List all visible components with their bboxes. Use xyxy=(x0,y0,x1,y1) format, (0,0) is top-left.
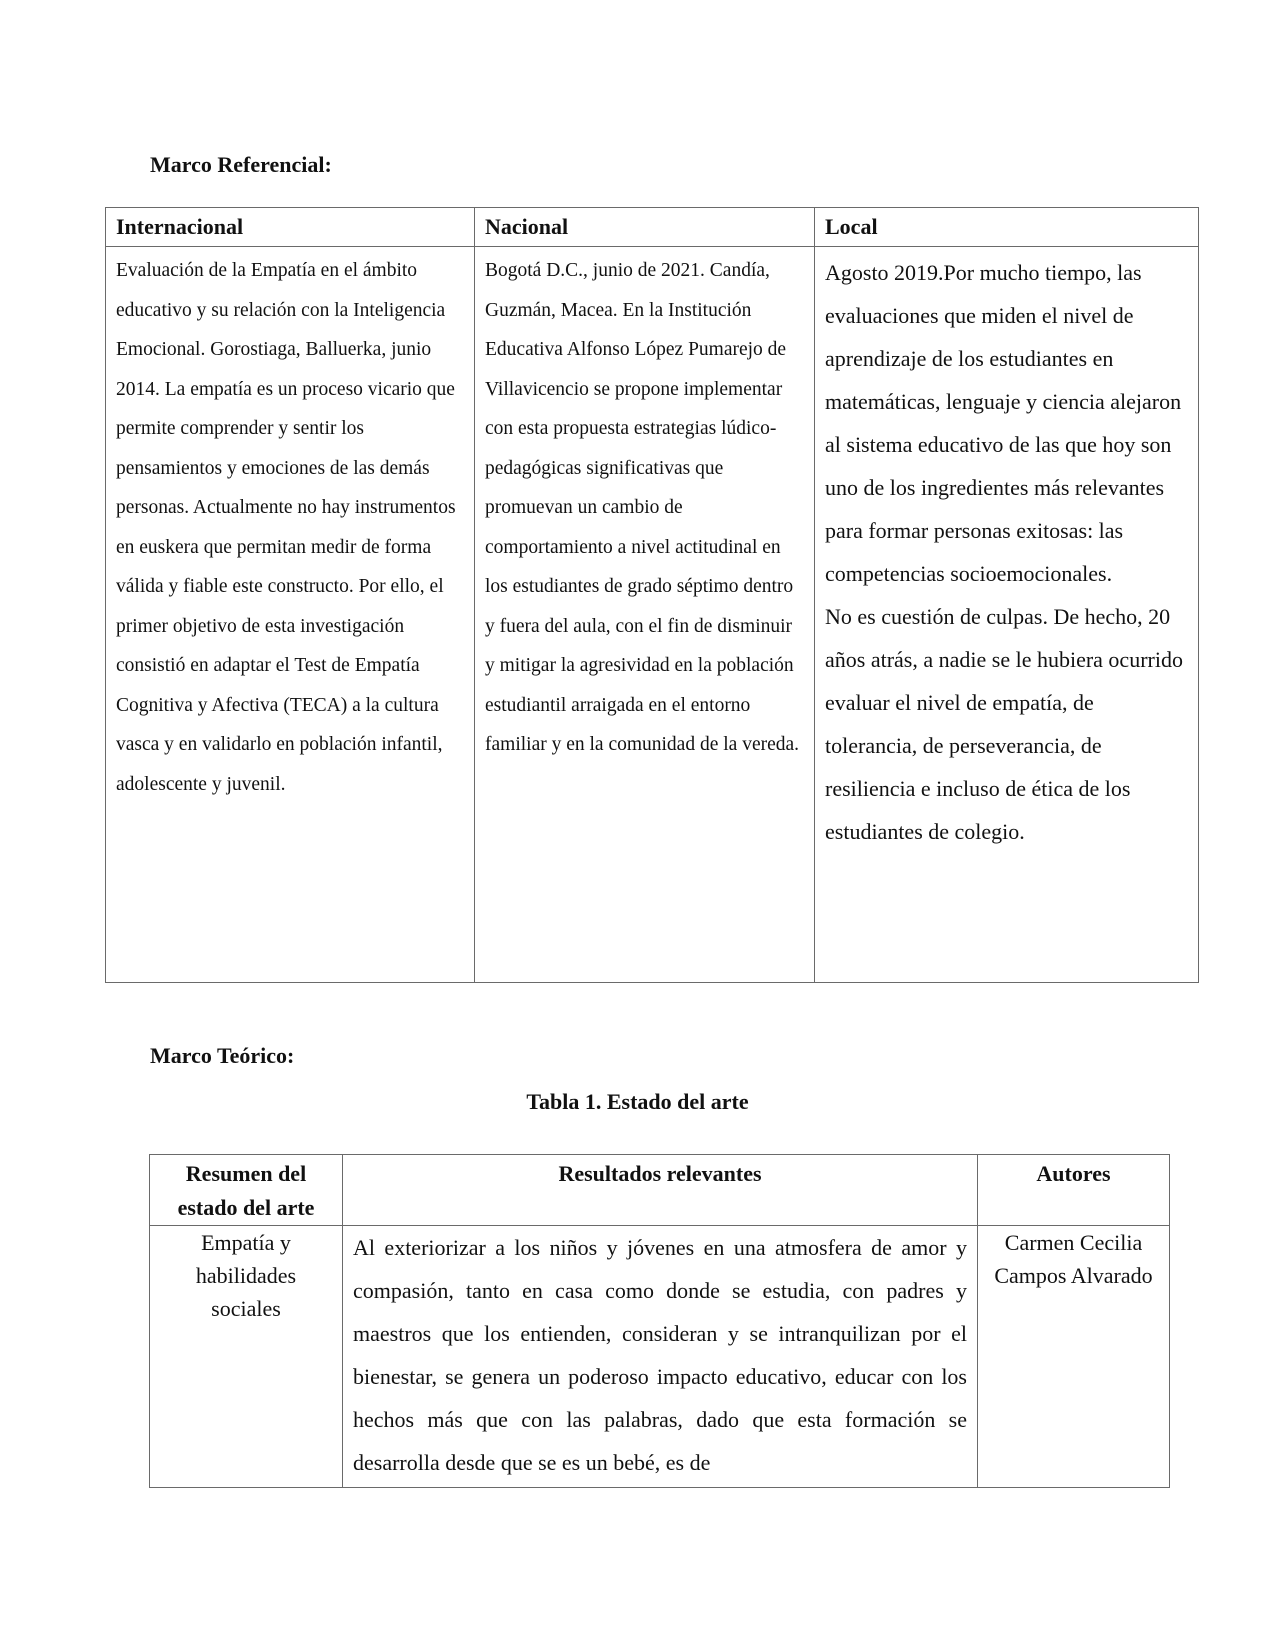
cell-resumen: Empatía y habilidades sociales xyxy=(150,1226,343,1488)
table-row xyxy=(106,247,1199,983)
header-local: Local xyxy=(815,208,1199,247)
table-row xyxy=(150,1226,1170,1488)
header-resultados: Resultados relevantes xyxy=(343,1155,978,1226)
table-header-row xyxy=(106,208,1199,247)
table-caption: Tabla 1. Estado del arte xyxy=(526,1089,749,1114)
header-resumen: Resumen del estado del arte xyxy=(150,1155,343,1226)
cell-local xyxy=(815,247,1199,983)
table-header-row xyxy=(150,1155,1170,1226)
marco-referencial-heading: Marco Referencial: xyxy=(150,152,332,177)
header-autores: Autores xyxy=(978,1155,1170,1226)
cell-resultados: Al exteriorizar a los niños y jóvenes en una atmosfera de amor y compasión, tanto en casa como donde se estudia, con padres y maestros que los entienden, consideran y se intranquilizan por el bienestar, se genera un poderoso impacto educativo, educar con los hechos más que con las palabras, dado que esta formación se desarrolla desde que se es un bebé, es de xyxy=(343,1226,978,1488)
cell-nacional: Bogotá D.C., junio de 2021. Candía, Guzmán, Macea. En la Institución Educativa Alfonso López Pumarejo de Villavicencio se propone implementar con esta propuesta estrategias lúdico-pedagógicas significativas que promuevan un cambio de comportamiento a nivel actitudinal en los estudiantes de grado séptimo dentro y fuera del aula, con el fin de disminuir y mitigar la agresividad en la población estudiantil arraigada en el entorno familiar y en la comunidad de la vereda. xyxy=(475,247,815,983)
marco-referencial-table xyxy=(105,207,1199,983)
header-nacional: Nacional xyxy=(475,208,815,247)
cell-autores: Carmen Cecilia Campos Alvarado xyxy=(978,1226,1170,1488)
marco-teorico-heading: Marco Teórico: xyxy=(150,1043,295,1068)
estado-del-arte-table xyxy=(149,1154,1170,1488)
local-paragraph-1: Agosto 2019.Por mucho tiempo, las evaluaciones que miden el nivel de aprendizaje de los estudiantes en matemáticas, lenguaje y ciencia alejaron al sistema educativo de las que hoy son uno de los ingredientes más relevantes para formar personas exitosas: las competencias socioemocionales. xyxy=(825,260,1182,586)
header-internacional: Internacional xyxy=(106,208,475,247)
local-paragraph-2: No es cuestión de culpas. De hecho, 20 años atrás, a nadie se le hubiera ocurrido evaluar el nivel de empatía, de tolerancia, de perseverancia, de resiliencia e incluso de ética de los estudiantes de colegio. xyxy=(825,604,1183,844)
cell-internacional: Evaluación de la Empatía en el ámbito educativo y su relación con la Inteligencia Emocional. Gorostiaga, Balluerka, junio 2014. La empatía es un proceso vicario que permite comprender y sentir los pensamientos y emociones de las demás personas. Actualmente no hay instrumentos en euskera que permitan medir de forma válida y fiable este constructo. Por ello, el primer objetivo de esta investigación consistió en adaptar el Test de Empatía Cognitiva y Afectiva (TECA) a la cultura vasca y en validarlo en población infantil, adolescente y juvenil. xyxy=(106,247,475,983)
